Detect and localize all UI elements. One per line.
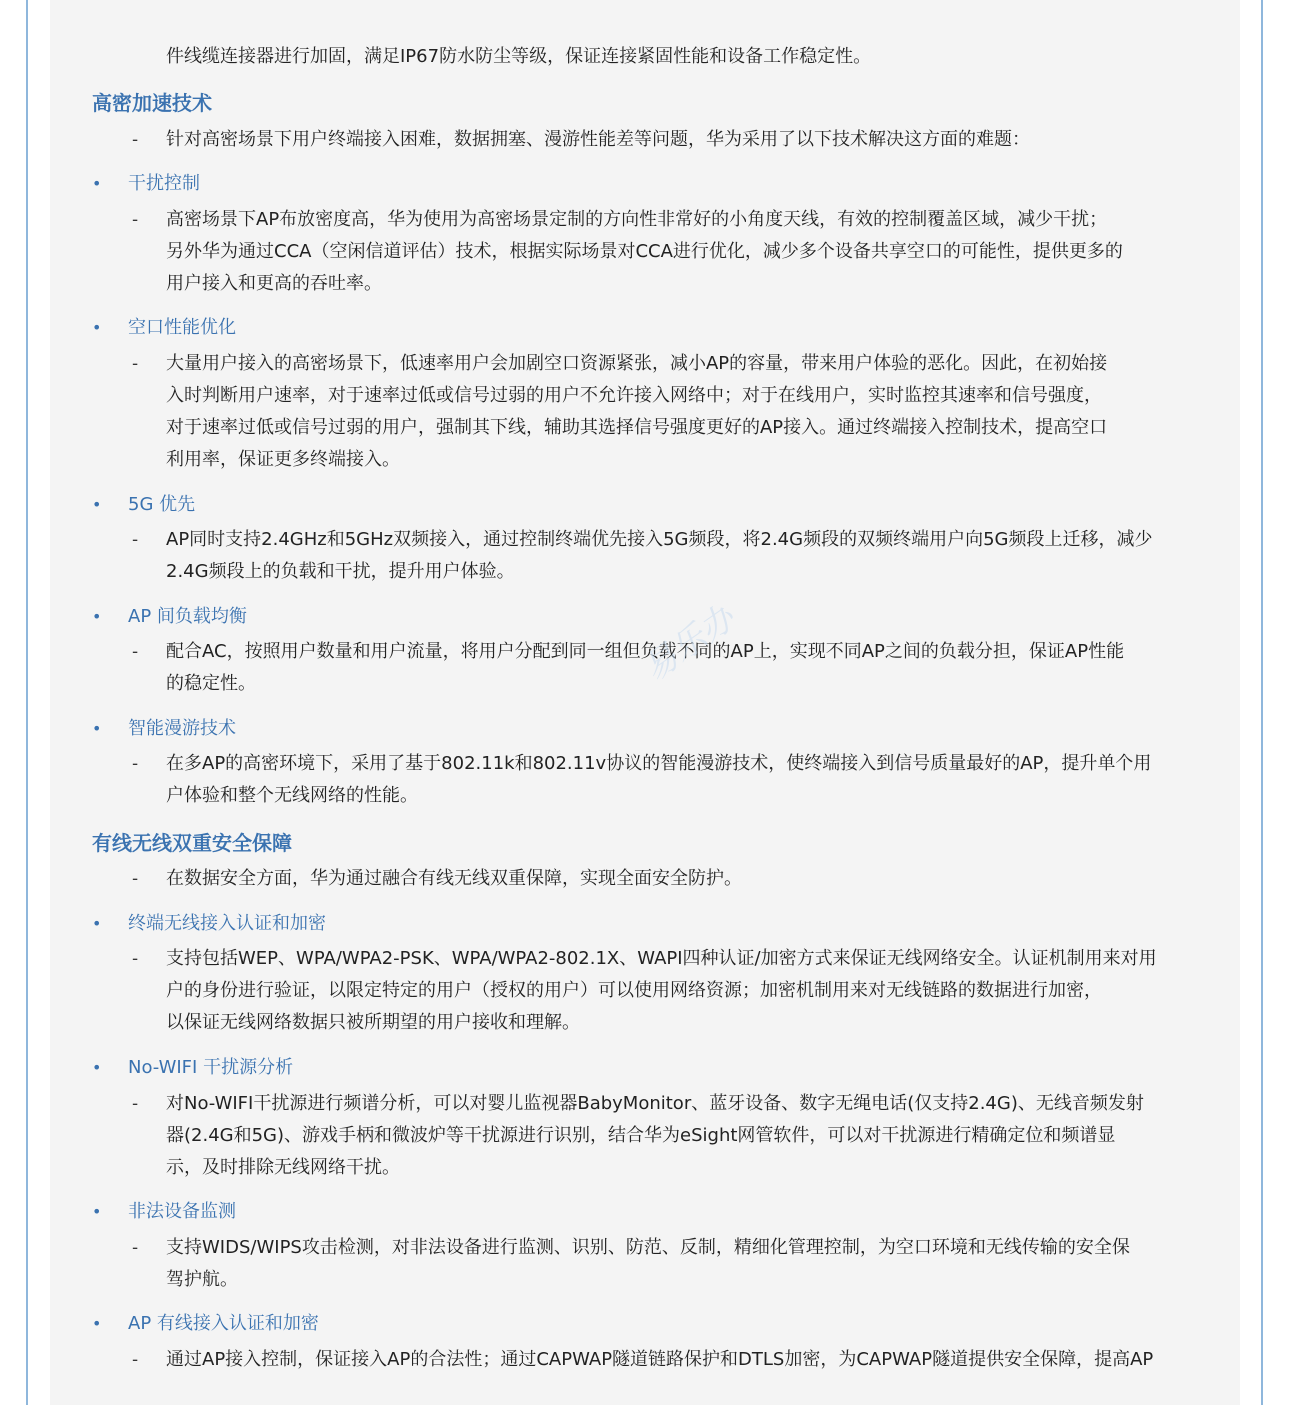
bullet-marker: •	[92, 174, 102, 193]
paragraph-line: 的稳定性。	[166, 673, 256, 694]
subhead-wired-auth: AP 有线接入认证和加密	[128, 1313, 319, 1334]
paragraph-line: 示，及时排除无线网络干扰。	[166, 1157, 400, 1178]
continuation-line: 件线缆连接器进行加固，满足IP67防水防尘等级，保证连接紧固性能和设备工作稳定性。	[166, 46, 872, 67]
bullet-marker: •	[92, 1314, 102, 1333]
paragraph-line: 户的身份进行验证，以限定特定的用户（授权的用户）可以使用网络资源；加密机制用来对无线链路的数据进行加密，	[166, 980, 1102, 1001]
paragraph-line: 以保证无线网络数据只被所期望的用户接收和理解。	[166, 1012, 580, 1033]
dash-marker: -	[132, 869, 139, 889]
paragraph-line: 对于速率过低或信号过弱的用户，强制其下线，辅助其选择信号强度更好的AP接入。通过终端接入控制技术，提高空口	[166, 417, 1108, 438]
bullet-marker: •	[92, 1058, 102, 1077]
paragraph-line: 支持包括WEP、WPA/WPA2-PSK、WPA/WPA2-802.1X、WAPI四种认证/加密方式来保证无线网络安全。认证机制用来对用	[166, 948, 1157, 969]
paragraph-line: 大量用户接入的高密场景下，低速率用户会加剧空口资源紧张，减小AP的容量，带来用户体验的恶化。因此，在初始接	[166, 353, 1108, 374]
paragraph-line: AP同时支持2.4GHz和5GHz双频接入，通过控制终端优先接入5G频段，将2.4G频段的双频终端用户向5G频段上迁移，减少	[166, 529, 1153, 550]
dash-marker: -	[132, 530, 139, 550]
subhead-wireless-auth: 终端无线接入认证和加密	[128, 913, 326, 934]
section-title-security: 有线无线双重安全保障	[92, 831, 292, 855]
bullet-marker: •	[92, 914, 102, 933]
bullet-marker: •	[92, 719, 102, 738]
paragraph-line: 高密场景下AP布放密度高，华为使用为高密场景定制的方向性非常好的小角度天线，有效的控制覆盖区域，减少干扰；	[166, 209, 1108, 230]
paragraph-line: 2.4G频段上的负载和干扰，提升用户体验。	[166, 561, 515, 582]
dash-marker: -	[132, 754, 139, 774]
paragraph-line: 对No-WIFI干扰源进行频谱分析，可以对婴儿监视器BabyMonitor、蓝牙设备、数字无绳电话(仅支持2.4G)、无线音频发射	[166, 1093, 1144, 1114]
dash-marker: -	[132, 1350, 139, 1370]
paragraph-line: 另外华为通过CCA（空闲信道评估）技术，根据实际场景对CCA进行优化，减少多个设备共享空口的可能性，提供更多的	[166, 241, 1123, 262]
subhead-5g-priority: 5G 优先	[128, 494, 196, 515]
paragraph-line: 驾护航。	[166, 1269, 238, 1290]
dash-marker: -	[132, 949, 139, 969]
dash-marker: -	[132, 1094, 139, 1114]
paragraph-line: 入时判断用户速率，对于速率过低或信号过弱的用户不允许接入网络中；对于在线用户，实时监控其速率和信号强度，	[166, 385, 1102, 406]
paragraph-line: 户体验和整个无线网络的性能。	[166, 785, 418, 806]
paragraph-line: 用户接入和更高的吞吐率。	[166, 273, 382, 294]
section-intro: 针对高密场景下用户终端接入困难，数据拥塞、漫游性能差等问题，华为采用了以下技术解决这方面的难题：	[166, 129, 1030, 150]
subhead-smart-roaming: 智能漫游技术	[128, 718, 236, 739]
subhead-rogue-device: 非法设备监测	[128, 1201, 236, 1222]
dash-marker: -	[132, 1238, 139, 1258]
subhead-interference-control: 干扰控制	[128, 173, 200, 194]
section-title-high-density: 高密加速技术	[92, 91, 212, 115]
bullet-marker: •	[92, 607, 102, 626]
paragraph-line: 支持WIDS/WIPS攻击检测，对非法设备进行监测、识别、防范、反制，精细化管理控制，为空口环境和无线传输的安全保	[166, 1237, 1130, 1258]
paragraph-line: 利用率，保证更多终端接入。	[166, 449, 400, 470]
dash-marker: -	[132, 642, 139, 662]
watermark: 易乐办	[635, 598, 743, 690]
bullet-marker: •	[92, 318, 102, 337]
paragraph-line: 在多AP的高密环境下，采用了基于802.11k和802.11v协议的智能漫游技术，使终端接入到信号质量最好的AP，提升单个用	[166, 753, 1152, 774]
bullet-marker: •	[92, 495, 102, 514]
subhead-air-interface: 空口性能优化	[128, 317, 236, 338]
dash-marker: -	[132, 354, 139, 374]
paragraph-line: 器(2.4G和5G)、游戏手柄和微波炉等干扰源进行识别，结合华为eSight网管软件，可以对干扰源进行精确定位和频谱显	[166, 1125, 1116, 1146]
section-intro: 在数据安全方面，华为通过融合有线无线双重保障，实现全面安全防护。	[166, 868, 742, 889]
subhead-load-balancing: AP 间负载均衡	[128, 606, 247, 627]
dash-marker: -	[132, 210, 139, 230]
paragraph-line: 配合AC，按照用户数量和用户流量，将用户分配到同一组但负载不同的AP上，实现不同AP之间的负载分担，保证AP性能	[166, 641, 1125, 662]
dash-marker: -	[132, 130, 139, 150]
subhead-nowifi-analysis: No-WIFI 干扰源分析	[128, 1057, 294, 1078]
paragraph-line: 通过AP接入控制，保证接入AP的合法性；通过CAPWAP隧道链路保护和DTLS加密，为CAPWAP隧道提供安全保障，提高AP	[166, 1349, 1154, 1370]
bullet-marker: •	[92, 1202, 102, 1221]
